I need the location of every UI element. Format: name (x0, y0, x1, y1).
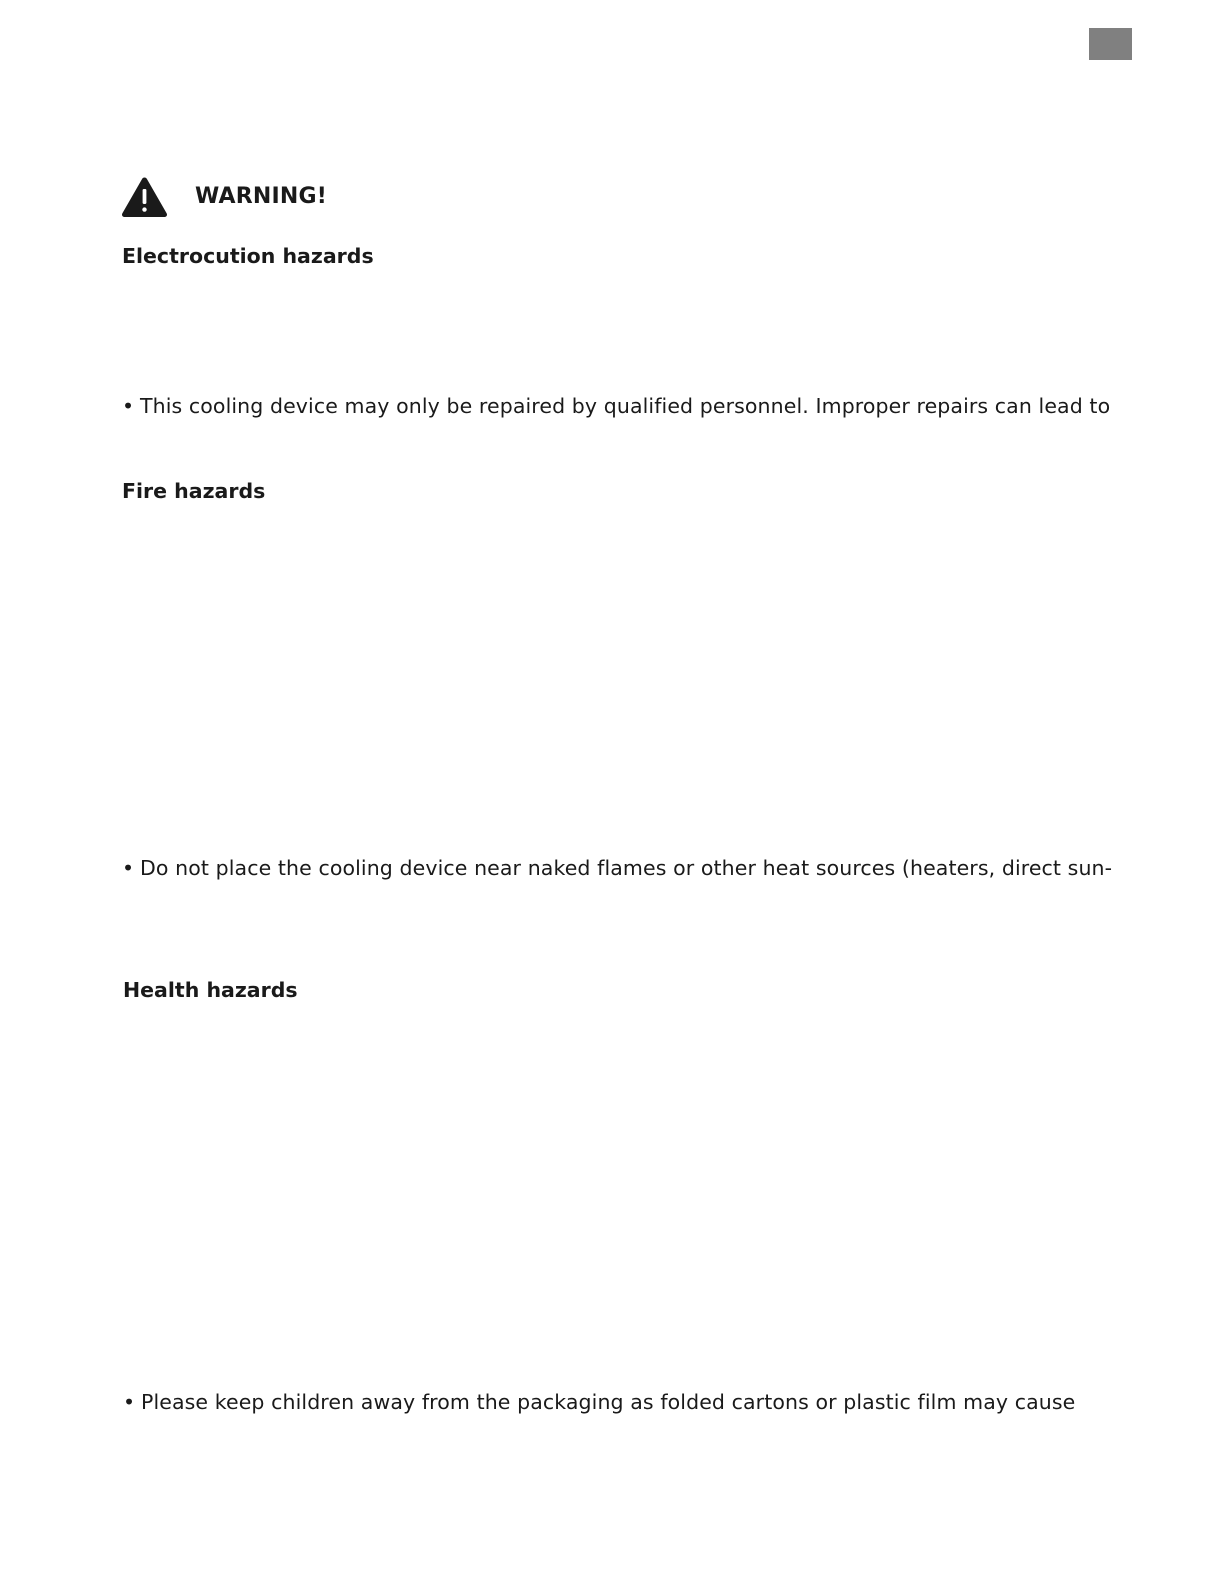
bullet-glyph: • (123, 1390, 136, 1414)
bullet-electrocution (122, 392, 1110, 420)
bullet-glyph: • (122, 856, 135, 880)
bullet-electrocution-text: This cooling device may only be repaired by qualified personnel. Improper repairs can lead to (140, 394, 1111, 418)
heading-fire-hazards: Fire hazards (122, 479, 266, 503)
bullet-glyph: • (122, 394, 135, 418)
heading-health-hazards: Health hazards (123, 978, 298, 1002)
warning-block (121, 176, 168, 218)
warning-triangle-icon (121, 176, 168, 218)
bullet-health (123, 1388, 1075, 1416)
bullet-fire (122, 854, 1112, 882)
bullet-health-text: Please keep children away from the packaging as folded cartons or plastic film may cause (141, 1390, 1076, 1414)
warning-title: WARNING! (195, 184, 327, 209)
heading-electrocution-hazards: Electrocution hazards (122, 244, 374, 268)
page-tab-marker (1089, 28, 1132, 60)
bullet-fire-text: Do not place the cooling device near naked flames or other heat sources (heaters, direct sun- (140, 856, 1113, 880)
